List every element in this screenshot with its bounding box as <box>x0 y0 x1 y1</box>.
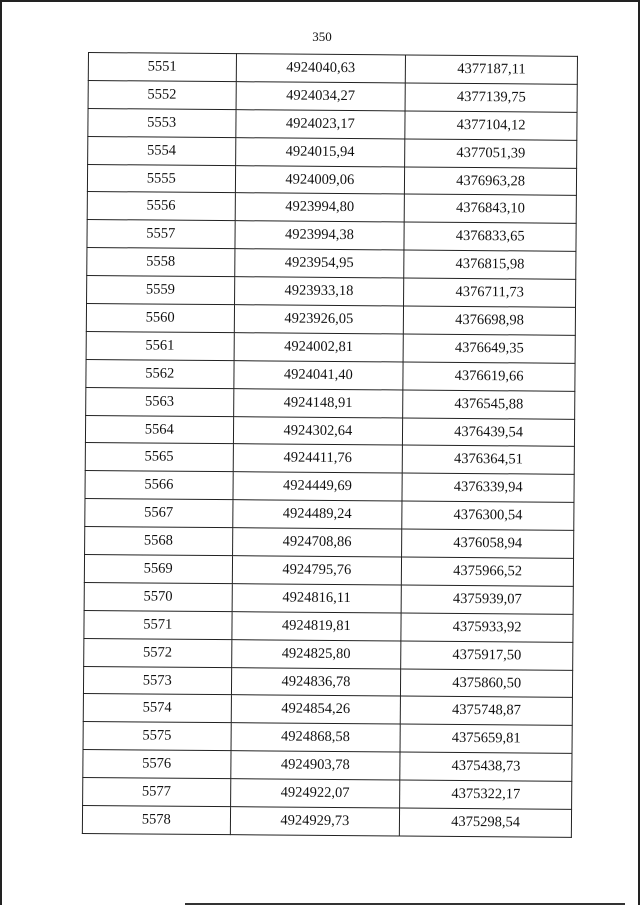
y-coordinate-cell: 4375966,52 <box>402 557 574 586</box>
point-number-cell: 5566 <box>85 471 233 500</box>
y-coordinate-cell: 4377187,11 <box>406 55 578 84</box>
y-coordinate-cell: 4376815,98 <box>404 250 576 279</box>
table-row <box>83 666 572 698</box>
table-row <box>86 387 575 419</box>
x-coordinate-cell: 4923954,95 <box>234 249 404 278</box>
y-coordinate-cell: 4375933,92 <box>401 613 573 642</box>
table-row <box>84 582 573 614</box>
point-number-cell: 5554 <box>88 136 236 165</box>
table-row <box>88 53 577 85</box>
y-coordinate-cell: 4375322,17 <box>400 780 572 809</box>
table-row <box>85 499 574 531</box>
point-number-cell: 5575 <box>83 722 231 751</box>
x-coordinate-cell: 4924922,07 <box>230 779 400 808</box>
x-coordinate-cell: 4923994,38 <box>234 221 404 250</box>
x-coordinate-cell: 4924034,27 <box>236 82 406 111</box>
y-coordinate-cell: 4376698,98 <box>404 306 576 335</box>
point-number-cell: 5565 <box>85 443 233 472</box>
x-coordinate-cell: 4924819,81 <box>231 611 401 640</box>
point-number-cell: 5578 <box>82 806 230 835</box>
y-coordinate-cell: 4376364,51 <box>402 445 574 474</box>
point-number-cell: 5553 <box>88 108 236 137</box>
x-coordinate-cell: 4924411,76 <box>233 444 403 473</box>
point-number-cell: 5562 <box>86 359 234 388</box>
y-coordinate-cell: 4375659,81 <box>400 724 572 753</box>
y-coordinate-cell: 4375917,50 <box>401 641 573 670</box>
table-row <box>84 610 573 642</box>
y-coordinate-cell: 4376058,94 <box>402 529 574 558</box>
point-number-cell: 5552 <box>88 80 236 109</box>
point-number-cell: 5555 <box>87 164 235 193</box>
x-coordinate-cell: 4924816,11 <box>232 584 402 613</box>
table-row <box>86 304 575 336</box>
y-coordinate-cell: 4375939,07 <box>401 585 573 614</box>
table-row <box>83 722 572 754</box>
point-number-cell: 5564 <box>85 415 233 444</box>
x-coordinate-cell: 4924903,78 <box>230 751 400 780</box>
point-number-cell: 5576 <box>83 750 231 779</box>
table-row <box>87 248 576 280</box>
x-coordinate-cell: 4924302,64 <box>233 416 403 445</box>
y-coordinate-cell: 4376963,28 <box>405 167 577 196</box>
table-row <box>88 80 577 112</box>
table-row <box>85 443 574 475</box>
table-row <box>87 192 576 224</box>
x-coordinate-cell: 4924825,80 <box>231 639 401 668</box>
point-number-cell: 5556 <box>87 192 235 221</box>
point-number-cell: 5559 <box>87 276 235 305</box>
table-row <box>87 276 576 308</box>
point-number-cell: 5568 <box>85 527 233 556</box>
x-coordinate-cell: 4924041,40 <box>233 360 403 389</box>
y-coordinate-cell: 4377139,75 <box>405 83 577 112</box>
point-number-cell: 5567 <box>85 499 233 528</box>
table-row <box>83 694 572 726</box>
x-coordinate-cell: 4924708,86 <box>232 528 402 557</box>
x-coordinate-cell: 4924868,58 <box>231 723 401 752</box>
table-row <box>87 164 576 196</box>
table-row <box>82 806 571 838</box>
point-number-cell: 5560 <box>86 304 234 333</box>
x-coordinate-cell: 4924836,78 <box>231 667 401 696</box>
point-number-cell: 5558 <box>87 248 235 277</box>
y-coordinate-cell: 4376843,10 <box>404 194 576 223</box>
point-number-cell: 5551 <box>88 53 236 82</box>
point-number-cell: 5574 <box>83 694 231 723</box>
table-row <box>85 471 574 503</box>
y-coordinate-cell: 4376649,35 <box>403 334 575 363</box>
x-coordinate-cell: 4924449,69 <box>233 472 403 501</box>
y-coordinate-cell: 4376711,73 <box>404 278 576 307</box>
y-coordinate-cell: 4377051,39 <box>405 139 577 168</box>
y-coordinate-cell: 4377104,12 <box>405 111 577 140</box>
x-coordinate-cell: 4924489,24 <box>232 500 402 529</box>
y-coordinate-cell: 4376339,94 <box>402 473 574 502</box>
y-coordinate-cell: 4376619,66 <box>403 362 575 391</box>
coordinate-table-body <box>82 53 577 838</box>
point-number-cell: 5573 <box>83 666 231 695</box>
x-coordinate-cell: 4924009,06 <box>235 165 405 194</box>
page-number: 350 <box>312 29 332 44</box>
y-coordinate-cell: 4376833,65 <box>404 222 576 251</box>
table-row <box>85 527 574 559</box>
table-row <box>84 638 573 670</box>
x-coordinate-cell: 4924023,17 <box>235 109 405 138</box>
x-coordinate-cell: 4923994,80 <box>235 193 405 222</box>
table-row <box>83 778 572 810</box>
table-row <box>84 555 573 587</box>
point-number-cell: 5561 <box>86 331 234 360</box>
y-coordinate-cell: 4376439,54 <box>403 418 575 447</box>
table-row <box>88 108 577 140</box>
x-coordinate-cell: 4924015,94 <box>235 137 405 166</box>
x-coordinate-cell: 4924040,63 <box>236 54 406 83</box>
point-number-cell: 5557 <box>87 220 235 249</box>
x-coordinate-cell: 4924854,26 <box>231 695 401 724</box>
point-number-cell: 5572 <box>84 638 232 667</box>
point-number-cell: 5570 <box>84 582 232 611</box>
point-number-cell: 5577 <box>83 778 231 807</box>
y-coordinate-cell: 4375438,73 <box>400 752 572 781</box>
point-number-cell: 5563 <box>86 387 234 416</box>
y-coordinate-cell: 4375860,50 <box>401 669 573 698</box>
table-row <box>88 136 577 168</box>
table-row <box>87 220 576 252</box>
y-coordinate-cell: 4376545,88 <box>403 390 575 419</box>
y-coordinate-cell: 4376300,54 <box>402 501 574 530</box>
point-number-cell: 5569 <box>84 555 232 584</box>
x-coordinate-cell: 4924795,76 <box>232 556 402 585</box>
x-coordinate-cell: 4924148,91 <box>233 388 403 417</box>
table-row <box>86 331 575 363</box>
y-coordinate-cell: 4375748,87 <box>400 696 572 725</box>
y-coordinate-cell: 4375298,54 <box>400 808 572 837</box>
x-coordinate-cell: 4924002,81 <box>234 333 404 362</box>
x-coordinate-cell: 4923933,18 <box>234 277 404 306</box>
table-row <box>86 359 575 391</box>
coordinate-table <box>82 52 578 838</box>
table-row <box>83 750 572 782</box>
x-coordinate-cell: 4923926,05 <box>234 305 404 334</box>
point-number-cell: 5571 <box>84 610 232 639</box>
x-coordinate-cell: 4924929,73 <box>230 807 400 836</box>
table-row <box>85 415 574 447</box>
